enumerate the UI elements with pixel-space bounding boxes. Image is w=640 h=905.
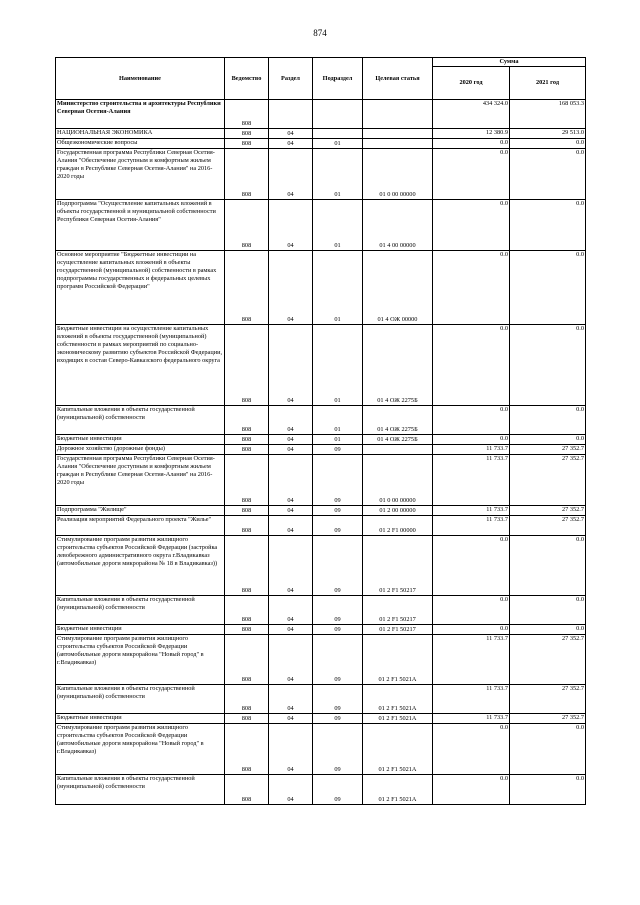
cell-name: Стимулирование программ развития жилищного строительства субъектов Российской Федерации (автомобильные дороги микрорайона "Новый город" в г.Владикавказ) (56, 635, 225, 685)
cell-2021: 0.0 (510, 596, 586, 625)
cell-section: 04 (269, 455, 313, 506)
cell-dept: 808 (225, 625, 269, 635)
cell-dept: 808 (225, 635, 269, 685)
cell-2021: 27 352.7 (510, 445, 586, 455)
cell-2021: 168 053.3 (510, 100, 586, 129)
table-row (56, 325, 586, 406)
cell-2021: 0.0 (510, 625, 586, 635)
cell-section: 04 (269, 714, 313, 724)
cell-dept: 808 (225, 506, 269, 516)
cell-dept: 808 (225, 200, 269, 251)
cell-target: 01 2 F1 5021А (363, 724, 433, 775)
cell-dept: 808 (225, 714, 269, 724)
cell-2020: 0.0 (433, 406, 510, 435)
cell-target: 01 2 F1 5021А (363, 775, 433, 805)
cell-subsection: 09 (313, 714, 363, 724)
cell-name: Государственная программа Республики Северная Осетия-Алания "Обеспечение доступным и комфортным жильем граждан в Республике Северная Осетия-Алания" на 2016-2020 годы (56, 149, 225, 200)
cell-name: Капитальные вложения в объекты государственной (муниципальной) собственности (56, 596, 225, 625)
cell-subsection: 09 (313, 445, 363, 455)
cell-name: Дорожное хозяйство (дорожные фонды) (56, 445, 225, 455)
cell-2021: 27 352.7 (510, 516, 586, 536)
cell-subsection: 09 (313, 536, 363, 596)
cell-name: Бюджетные инвестиции (56, 714, 225, 724)
table-row (56, 516, 586, 536)
cell-2020: 11 733.7 (433, 445, 510, 455)
cell-2020: 11 733.7 (433, 455, 510, 506)
table-row (56, 685, 586, 714)
cell-section: 04 (269, 325, 313, 406)
cell-name: НАЦИОНАЛЬНАЯ ЭКОНОМИКА (56, 129, 225, 139)
cell-2020: 0.0 (433, 596, 510, 625)
cell-dept: 808 (225, 685, 269, 714)
cell-subsection: 01 (313, 435, 363, 445)
header-dept: Ведомство (225, 58, 269, 100)
cell-2020: 0.0 (433, 435, 510, 445)
cell-dept: 808 (225, 325, 269, 406)
cell-target: 01 2 F1 5021А (363, 635, 433, 685)
cell-target (363, 445, 433, 455)
cell-section: 04 (269, 129, 313, 139)
cell-name: Основное мероприятие "Бюджетные инвестиции на осуществление капитальных вложений в объекты государственной (муниципальной) собственности в рамках подпрограммы государственных и федеральных целевых программ Российской Федерации" (56, 251, 225, 325)
cell-subsection: 09 (313, 625, 363, 635)
table-row (56, 129, 586, 139)
cell-name: Общеэкономические вопросы (56, 139, 225, 149)
cell-name: Капитальные вложения в объекты государственной (муниципальной) собственности (56, 685, 225, 714)
header-sum: Сумма (433, 58, 586, 67)
cell-2021: 0.0 (510, 724, 586, 775)
cell-name: Стимулирование программ развития жилищного строительства субъектов Российской Федерации (застройка левобережного административного округа г.Владикавказ (автомобильные дороги микрорайона № 18 в Владикавказ)) (56, 536, 225, 596)
cell-subsection: 09 (313, 635, 363, 685)
cell-target (363, 129, 433, 139)
cell-section: 04 (269, 724, 313, 775)
cell-section: 04 (269, 596, 313, 625)
cell-section: 04 (269, 200, 313, 251)
table-row (56, 775, 586, 805)
cell-name: Капитальные вложения в объекты государственной (муниципальной) собственности (56, 775, 225, 805)
cell-2020: 11 733.7 (433, 506, 510, 516)
header-2021: 2021 год (510, 67, 586, 100)
cell-dept: 808 (225, 406, 269, 435)
cell-2020: 11 733.7 (433, 516, 510, 536)
table-row (56, 635, 586, 685)
cell-dept: 808 (225, 455, 269, 506)
cell-subsection: 09 (313, 685, 363, 714)
cell-target: 01 2 F1 5021А (363, 685, 433, 714)
cell-subsection: 01 (313, 200, 363, 251)
cell-2020: 434 324.0 (433, 100, 510, 129)
cell-dept: 808 (225, 139, 269, 149)
table-row (56, 149, 586, 200)
cell-subsection (313, 129, 363, 139)
cell-name: Бюджетные инвестиции (56, 435, 225, 445)
header-section: Раздел (269, 58, 313, 100)
table-row (56, 625, 586, 635)
cell-subsection: 01 (313, 251, 363, 325)
cell-target (363, 139, 433, 149)
cell-2020: 0.0 (433, 139, 510, 149)
cell-2020: 11 733.7 (433, 685, 510, 714)
cell-2021: 27 352.7 (510, 714, 586, 724)
cell-2020: 0.0 (433, 325, 510, 406)
budget-table (55, 57, 586, 805)
cell-2020: 0.0 (433, 775, 510, 805)
cell-target: 01 2 F1 50217 (363, 625, 433, 635)
cell-2021: 0.0 (510, 406, 586, 435)
header-target: Целевая статья (363, 58, 433, 100)
table-row (56, 714, 586, 724)
cell-dept: 808 (225, 724, 269, 775)
cell-2021: 27 352.7 (510, 455, 586, 506)
table-row (56, 724, 586, 775)
cell-subsection (313, 100, 363, 129)
cell-name: Бюджетные инвестиции (56, 625, 225, 635)
table-row (56, 251, 586, 325)
cell-section: 04 (269, 139, 313, 149)
table-row (56, 445, 586, 455)
cell-dept: 808 (225, 596, 269, 625)
cell-section: 04 (269, 625, 313, 635)
cell-dept: 808 (225, 536, 269, 596)
cell-target: 01 4 ОЖ 00000 (363, 251, 433, 325)
cell-2021: 27 352.7 (510, 685, 586, 714)
cell-subsection: 09 (313, 775, 363, 805)
cell-name: Государственная программа Республики Северная Осетия-Алания "Обеспечение доступным и комфортным жильем граждан в Республике Северная Осетия-Алания" на 2016-2020 годы (56, 455, 225, 506)
cell-section: 04 (269, 536, 313, 596)
cell-2020: 0.0 (433, 724, 510, 775)
cell-name: Капитальные вложения в объекты государственной (муниципальной) собственности (56, 406, 225, 435)
cell-2020: 0.0 (433, 625, 510, 635)
cell-2021: 0.0 (510, 200, 586, 251)
cell-dept: 808 (225, 149, 269, 200)
page-number: 874 (313, 28, 327, 38)
table-row (56, 200, 586, 251)
cell-subsection: 09 (313, 596, 363, 625)
cell-section: 04 (269, 149, 313, 200)
table-row (56, 506, 586, 516)
cell-2020: 0.0 (433, 251, 510, 325)
cell-2021: 0.0 (510, 325, 586, 406)
cell-target: 01 4 00 00000 (363, 200, 433, 251)
table-row (56, 455, 586, 506)
cell-subsection: 01 (313, 325, 363, 406)
cell-subsection: 09 (313, 516, 363, 536)
cell-2021: 27 352.7 (510, 506, 586, 516)
cell-section: 04 (269, 516, 313, 536)
cell-subsection: 09 (313, 724, 363, 775)
cell-dept: 808 (225, 445, 269, 455)
cell-2021: 27 352.7 (510, 635, 586, 685)
cell-name: Министерство строительства и архитектуры Республики Северная Осетия-Алания (56, 100, 225, 129)
cell-dept: 808 (225, 516, 269, 536)
cell-name: Подпрограмма "Осуществление капитальных вложений в объекты государственной и муниципальной собственности Республики Северная Осетия-Алания" (56, 200, 225, 251)
cell-target: 01 2 F1 5021А (363, 714, 433, 724)
table-row (56, 435, 586, 445)
cell-2020: 0.0 (433, 200, 510, 251)
cell-name: Бюджетные инвестиции на осуществление капитальных вложений в объекты государственной (муниципальной) собственности в рамках мероприятий по социально-экономическому развитию субъектов Российской Федерации, входящих в состав Северо-Кавказского федерального округа (56, 325, 225, 406)
cell-target: 01 4 ОЖ 2275Б (363, 325, 433, 406)
cell-dept: 808 (225, 129, 269, 139)
cell-section: 04 (269, 406, 313, 435)
cell-section: 04 (269, 435, 313, 445)
table-row (56, 536, 586, 596)
table-row (56, 406, 586, 435)
cell-target: 01 2 00 00000 (363, 506, 433, 516)
cell-name: Подпрограмма "Жилище" (56, 506, 225, 516)
cell-2021: 0.0 (510, 149, 586, 200)
cell-2020: 12 380.9 (433, 129, 510, 139)
cell-target: 01 4 ОЖ 2275Б (363, 406, 433, 435)
table-row (56, 596, 586, 625)
cell-target: 01 4 ОЖ 2275Б (363, 435, 433, 445)
cell-subsection: 01 (313, 139, 363, 149)
cell-2021: 0.0 (510, 139, 586, 149)
cell-target: 01 2 F1 50217 (363, 596, 433, 625)
cell-2020: 11 733.7 (433, 714, 510, 724)
header-name: Наименование (56, 58, 225, 100)
table-row (56, 100, 586, 129)
cell-section: 04 (269, 685, 313, 714)
cell-2021: 0.0 (510, 536, 586, 596)
cell-dept: 808 (225, 435, 269, 445)
cell-2020: 0.0 (433, 536, 510, 596)
cell-2021: 0.0 (510, 775, 586, 805)
cell-subsection: 01 (313, 406, 363, 435)
cell-section: 04 (269, 445, 313, 455)
cell-2021: 29 513.0 (510, 129, 586, 139)
table-row (56, 139, 586, 149)
cell-2021: 0.0 (510, 251, 586, 325)
cell-target: 01 2 F1 00000 (363, 516, 433, 536)
cell-2020: 0.0 (433, 149, 510, 200)
cell-name: Стимулирование программ развития жилищного строительства субъектов Российской Федерации (автомобильные дороги микрорайона "Новый город" в г.Владикавказ) (56, 724, 225, 775)
cell-2021: 0.0 (510, 435, 586, 445)
cell-dept: 808 (225, 251, 269, 325)
cell-target: 01 0 00 00000 (363, 455, 433, 506)
cell-target: 01 0 00 00000 (363, 149, 433, 200)
cell-name: Реализация мероприятий Федерального проекта "Жилье" (56, 516, 225, 536)
cell-subsection: 09 (313, 455, 363, 506)
header-2020: 2020 год (433, 67, 510, 100)
cell-section: 04 (269, 506, 313, 516)
cell-target: 01 2 F1 50217 (363, 536, 433, 596)
cell-dept: 808 (225, 100, 269, 129)
cell-2020: 11 733.7 (433, 635, 510, 685)
cell-section: 04 (269, 775, 313, 805)
cell-subsection: 09 (313, 506, 363, 516)
cell-section: 04 (269, 635, 313, 685)
header-subsection: Подраздел (313, 58, 363, 100)
cell-section (269, 100, 313, 129)
cell-subsection: 01 (313, 149, 363, 200)
cell-dept: 808 (225, 775, 269, 805)
cell-target (363, 100, 433, 129)
cell-section: 04 (269, 251, 313, 325)
